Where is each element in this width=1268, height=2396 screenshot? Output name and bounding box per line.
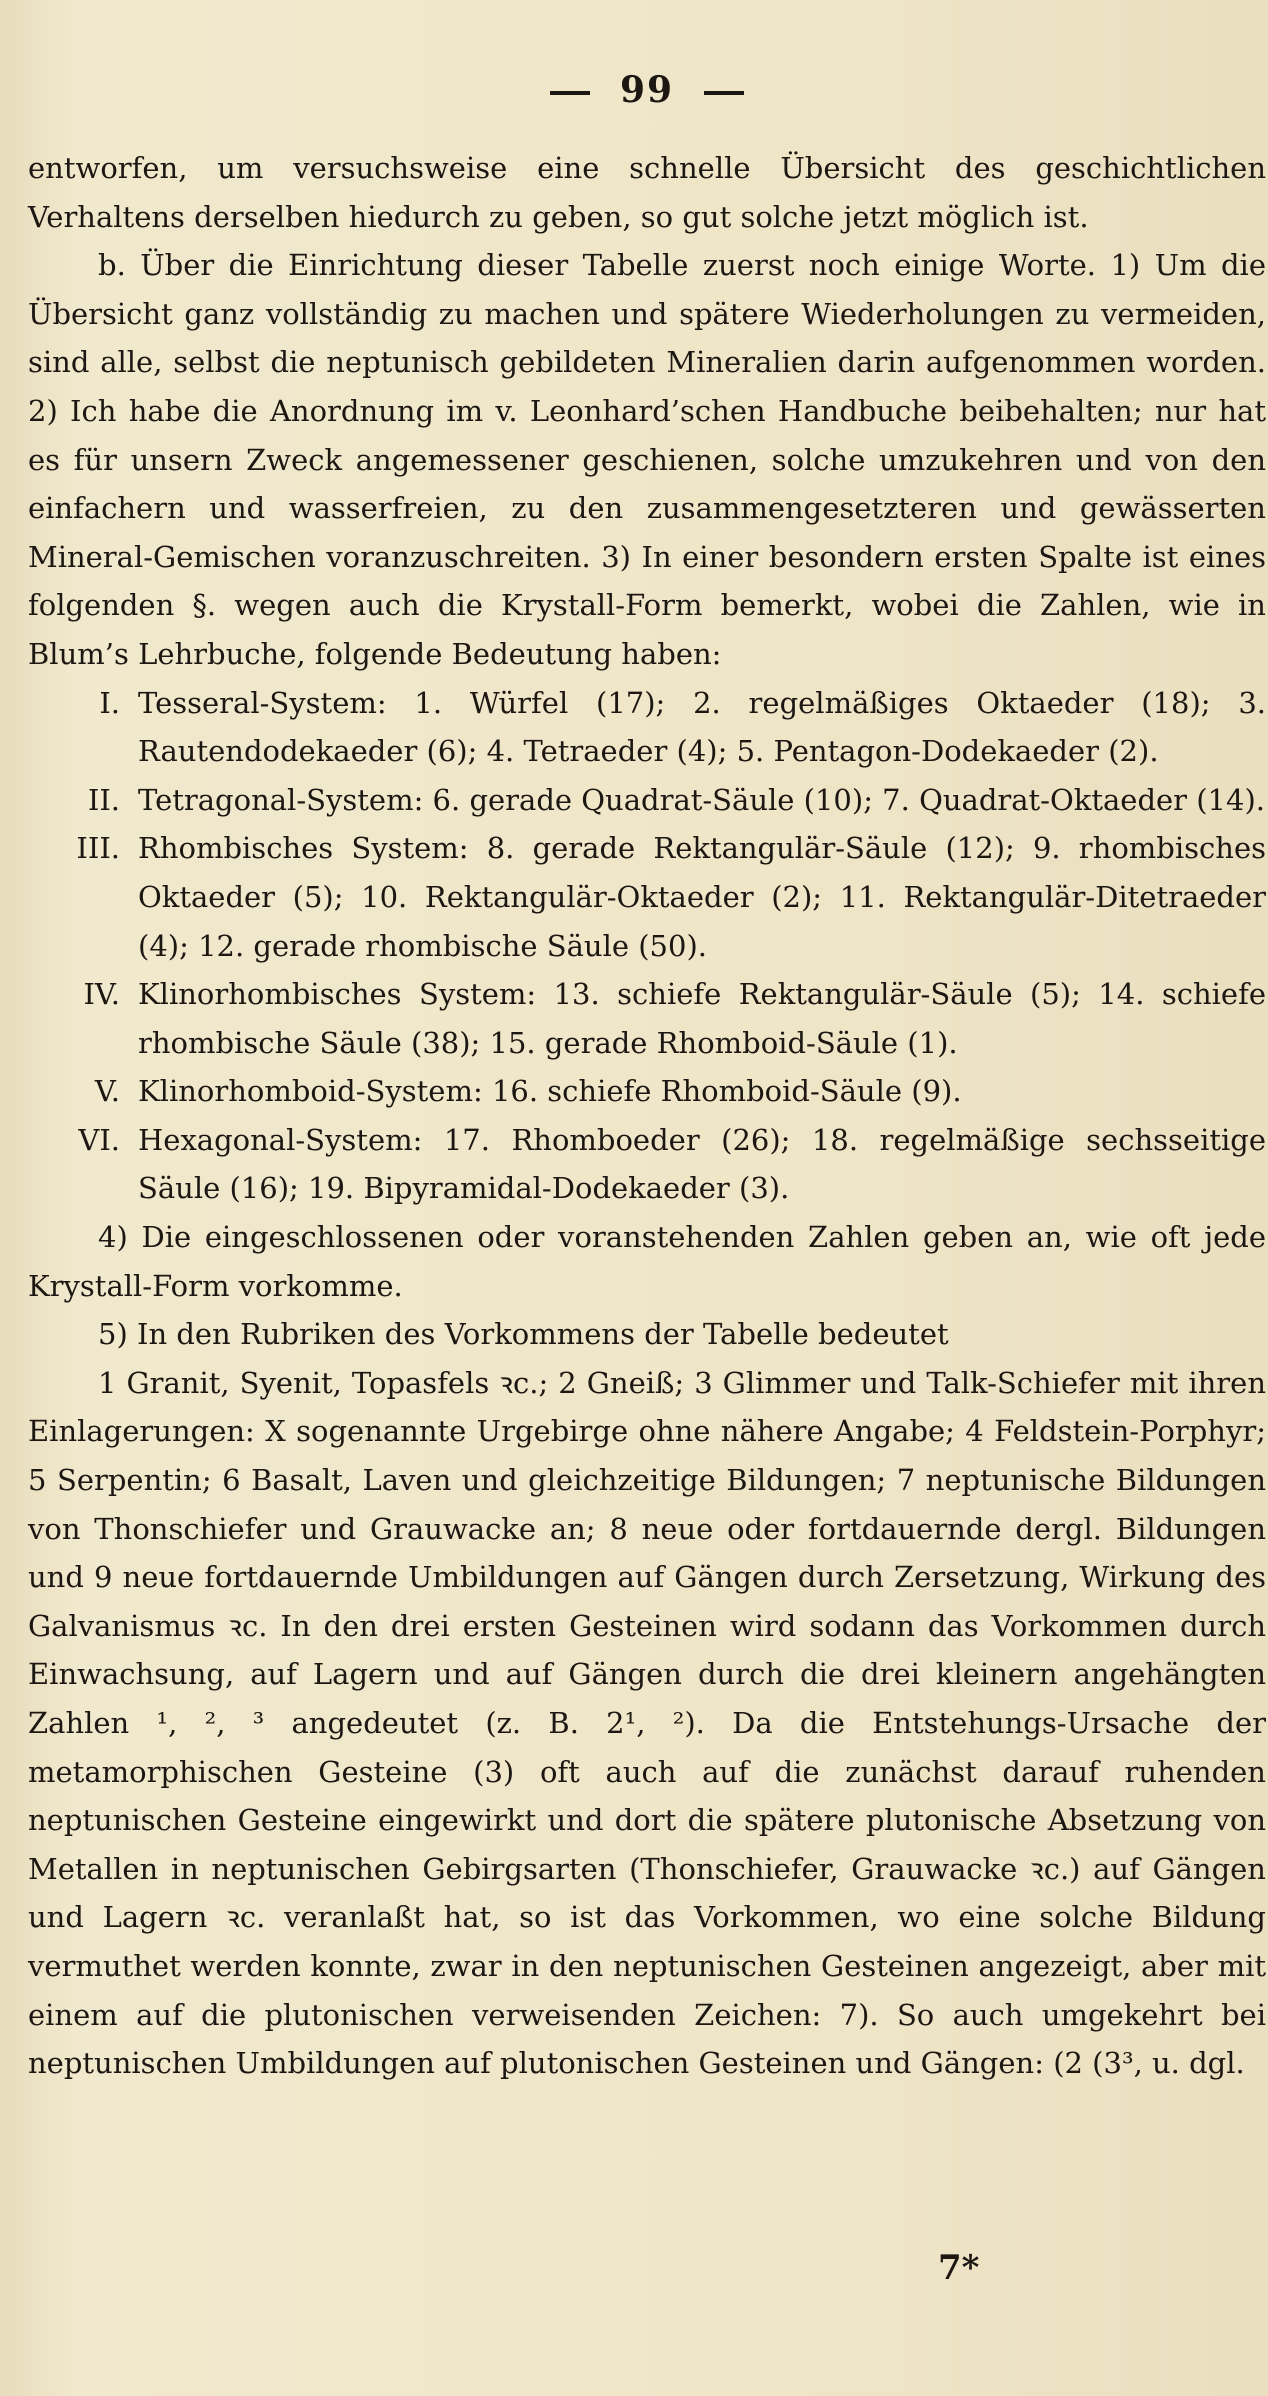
header-dash-left xyxy=(550,91,590,95)
signature-mark: 7* xyxy=(938,2248,980,2288)
crystal-system-item xyxy=(28,679,1266,776)
crystal-system-item xyxy=(28,970,1266,1067)
paragraph-crystal-counts: 4) Die eingeschlossenen oder voranstehenden Zahlen geben an, wie oft jede Krystall-Form vorkomme. xyxy=(28,1220,1266,1303)
crystal-system-item xyxy=(28,1067,1266,1116)
paragraph-rubric-intro: 5) In den Rubriken des Vorkommens der Tabelle bedeutet xyxy=(98,1317,949,1352)
system-description: Klinorhomboid-System: 16. schiefe Rhomboid-Säule (9). xyxy=(138,1074,962,1109)
crystal-system-item xyxy=(28,776,1266,825)
page-header xyxy=(28,70,1266,140)
system-description: Rhombisches System: 8. gerade Rektangulär-Säule (12); 9. rhombisches Oktaeder (5); 10. Rektangulär-Oktaeder (2); 11. Rektangulär-Ditetraeder (4); 12. gerade rhombische Säule (50). xyxy=(138,831,1266,963)
system-numeral: II. xyxy=(87,782,120,817)
page-number: 99 xyxy=(619,69,675,111)
system-numeral: VI. xyxy=(78,1122,120,1157)
system-numeral: I. xyxy=(99,685,120,720)
body-text xyxy=(28,144,1266,2088)
crystal-systems-list xyxy=(28,679,1266,1214)
paragraph-rubric-legend: 1 Granit, Syenit, Topasfels ꝛc.; 2 Gneiß; 3 Glimmer und Talk-Schiefer mit ihren Einlagerungen: X sogenannte Urgebirge ohne nähere Angabe; 4 Feldstein-Porphyr; 5 Serpentin; 6 Basalt, Laven und gleichzeitige Bildungen; 7 neptunische Bildungen von Thonschiefer und Grauwacke an; 8 neue oder fortdauernde dergl. Bildungen und 9 neue fortdauernde Umbildungen auf Gängen durch Zersetzung, Wirkung des Galvanismus ꝛc. In den drei ersten Gesteinen wird sodann das Vorkommen durch Einwachsung, auf Lagern und auf Gängen durch die drei kleinern angehängten Zahlen ¹, ², ³ angedeutet (z. B. 2¹, ²). Da die Entstehungs-Ursache der metamorphischen Gesteine (3) oft auch auf die zunächst darauf ruhenden neptunischen Gesteine eingewirkt und dort die spätere plutonische Absetzung von Metallen in neptunischen Gebirgsarten (Thonschiefer, Grauwacke ꝛc.) auf Gängen und Lagern ꝛc. veranlaßt hat, so ist das Vorkommen, wo eine solche Bildung vermuthet werden konnte, zwar in den neptunischen Gesteinen angezeigt, aber mit einem auf die plutonischen verweisenden Zeichen: 7). So auch umgekehrt bei neptunischen Umbildungen auf plutonischen Gesteinen und Gängen: (2 (3³, u. dgl. xyxy=(28,1365,1266,2081)
system-numeral: III. xyxy=(76,831,120,866)
paragraph-table-setup: b. Über die Einrichtung dieser Tabelle zuerst noch einige Worte. 1) Um die Übersicht ganz vollständig zu machen und spätere Wiederholungen zu vermeiden, sind alle, selbst die neptunisch gebildeten Mineralien darin aufgenommen worden. 2) Ich habe die Anordnung im v. Leonhard’schen Handbuche beibehalten; nur hat es für unsern Zweck angemessener geschienen, solche umzukehren und von den einfachern und wasserfreien, zu den zusammengesetzteren und gewässerten Mineral-Gemischen voranzuschreiten. 3) In einer besondern ersten Spalte ist eines folgenden §. wegen auch die Krystall-Form bemerkt, wobei die Zahlen, wie in Blum’s Lehrbuche, folgende Bedeutung haben: xyxy=(28,248,1266,671)
system-numeral: V. xyxy=(94,1074,120,1109)
system-description: Klinorhombisches System: 13. schiefe Rektangulär-Säule (5); 14. schiefe rhombische Säule (38); 15. gerade Rhomboid-Säule (1). xyxy=(138,977,1266,1060)
header-dash-right xyxy=(704,91,744,95)
crystal-system-item xyxy=(28,824,1266,970)
system-description: Tesseral-System: 1. Würfel (17); 2. regelmäßiges Oktaeder (18); 3. Rautendodekaeder (6); 4. Tetraeder (4); 5. Pentagon-Dodekaeder (2). xyxy=(138,685,1266,769)
paragraph-continuation: entworfen, um versuchsweise eine schnelle Übersicht des geschichtlichen Verhaltens derselben hiedurch zu geben, so gut solche jetzt möglich ist. xyxy=(28,151,1266,234)
system-description: Hexagonal-System: 17. Rhomboeder (26); 18. regelmäßige sechsseitige Säule (16); 19. Bipyramidal-Dodekaeder (3). xyxy=(138,1122,1266,1206)
system-description: Tetragonal-System: 6. gerade Quadrat-Säule (10); 7. Quadrat-Oktaeder (14). xyxy=(138,782,1265,817)
crystal-system-item xyxy=(28,1116,1266,1213)
system-numeral: IV. xyxy=(83,977,120,1012)
